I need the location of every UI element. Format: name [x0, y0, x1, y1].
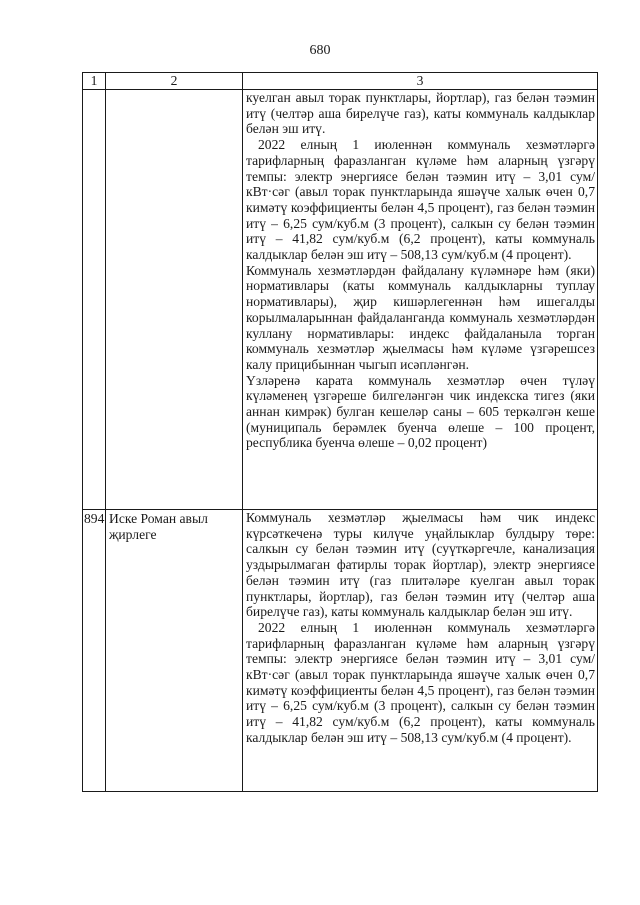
table-header-row	[83, 73, 598, 90]
row-number	[83, 90, 106, 510]
header-cell: 2	[106, 73, 243, 90]
page-number: 680	[309, 43, 331, 58]
settlement-name	[106, 90, 243, 510]
row-description	[243, 90, 598, 510]
row-description	[243, 510, 598, 792]
tariff-table	[82, 72, 598, 792]
header-cell: 3	[243, 73, 598, 90]
row-number: 894	[83, 510, 106, 792]
table-row	[83, 510, 598, 792]
paragraph: 2022 елның 1 июленнән коммуналь хезмәтләргә тарифларның фаразланган күләме һәм аларның үзгәрү темпы: электр энергиясе белән тәэмин итү – 3,01 сум/кВт·сәг (авыл торак пунктларында яшәүче халык өчен 0,7 кимәтү коэффициенты белән 4,5 процент), газ белән тәэмин итү – 6,25 сум/куб.м (3 процент), салкын су белән тәэмин итү – 41,82 сум/куб.м (6,2 процент), каты коммуналь калдыклар белән эш итү – 508,13 сум/куб.м (4 процент).	[246, 619, 595, 745]
settlement-name: Иске Роман авыл җирлеге	[106, 510, 243, 792]
header-cell: 1	[83, 73, 106, 90]
paragraph: Коммуналь хезмәтләр җыелмасы һәм чик индекс күрсәткеченә туры килүче уңайлыклар булдыру төре: салкын су белән тәэмин итү (суүткәргечле, канализация уздырылмаган фатирлы торак йортлар), электр энергиясе белән тәэмин итү (газ плитәләре куелган авыл торак пунктлары, йортлар), газ белән тәэмин итү (челтәр аша бирелүче газ), каты коммуналь калдыклар белән эш итү.	[246, 510, 595, 620]
table-row	[83, 90, 598, 510]
paragraph: Коммуналь хезмәтләрдән файдалану күләмнәре һәм (яки) нормативлары (каты коммуналь калдыкларны туплау нормативлары), җир кишәрлегеннән һәм ишегалды корылмаларыннан файдаланганда коммуналь хезмәтләрдән куллану нормативлары: индекс файдаланыла торган коммуналь хезмәтләр җыелмасы һәм күләме үзгәрешсез калу прицибыннан чыгып исәпләнгән.	[246, 262, 595, 372]
paragraph: куелган авыл торак пунктлары, йортлар), газ белән тәэмин итү (челтәр аша бирелүче газ), каты коммуналь калдыклар белән эш итү.	[246, 90, 595, 137]
paragraph: Үзләренә карата коммуналь хезмәтләр өчен түләү күләменең үзгәреше билгеләнгән чик индекска тигез (яки аннан кимрәк) булган кешеләр саны – 605 теркәлгән кеше (муниципаль берәмлек буенча өлеше – 100 процент, республика буенча өлеше – 0,02 процент)	[246, 372, 595, 451]
paragraph: 2022 елның 1 июленнән коммуналь хезмәтләргә тарифларның фаразланган күләме һәм аларның үзгәрү темпы: электр энергиясе белән тәэмин итү – 3,01 сум/кВт·сәг (авыл торак пунктларында яшәүче халык өчен 0,7 кимәтү коэффициенты белән 4,5 процент), газ белән тәэмин итү – 6,25 сум/куб.м (3 процент), салкын су белән тәэмин итү – 41,82 сум/куб.м (6,2 процент), каты коммуналь калдыклар белән эш итү – 508,13 сум/куб.м (4 процент).	[246, 137, 595, 263]
row-description-content	[246, 510, 595, 790]
